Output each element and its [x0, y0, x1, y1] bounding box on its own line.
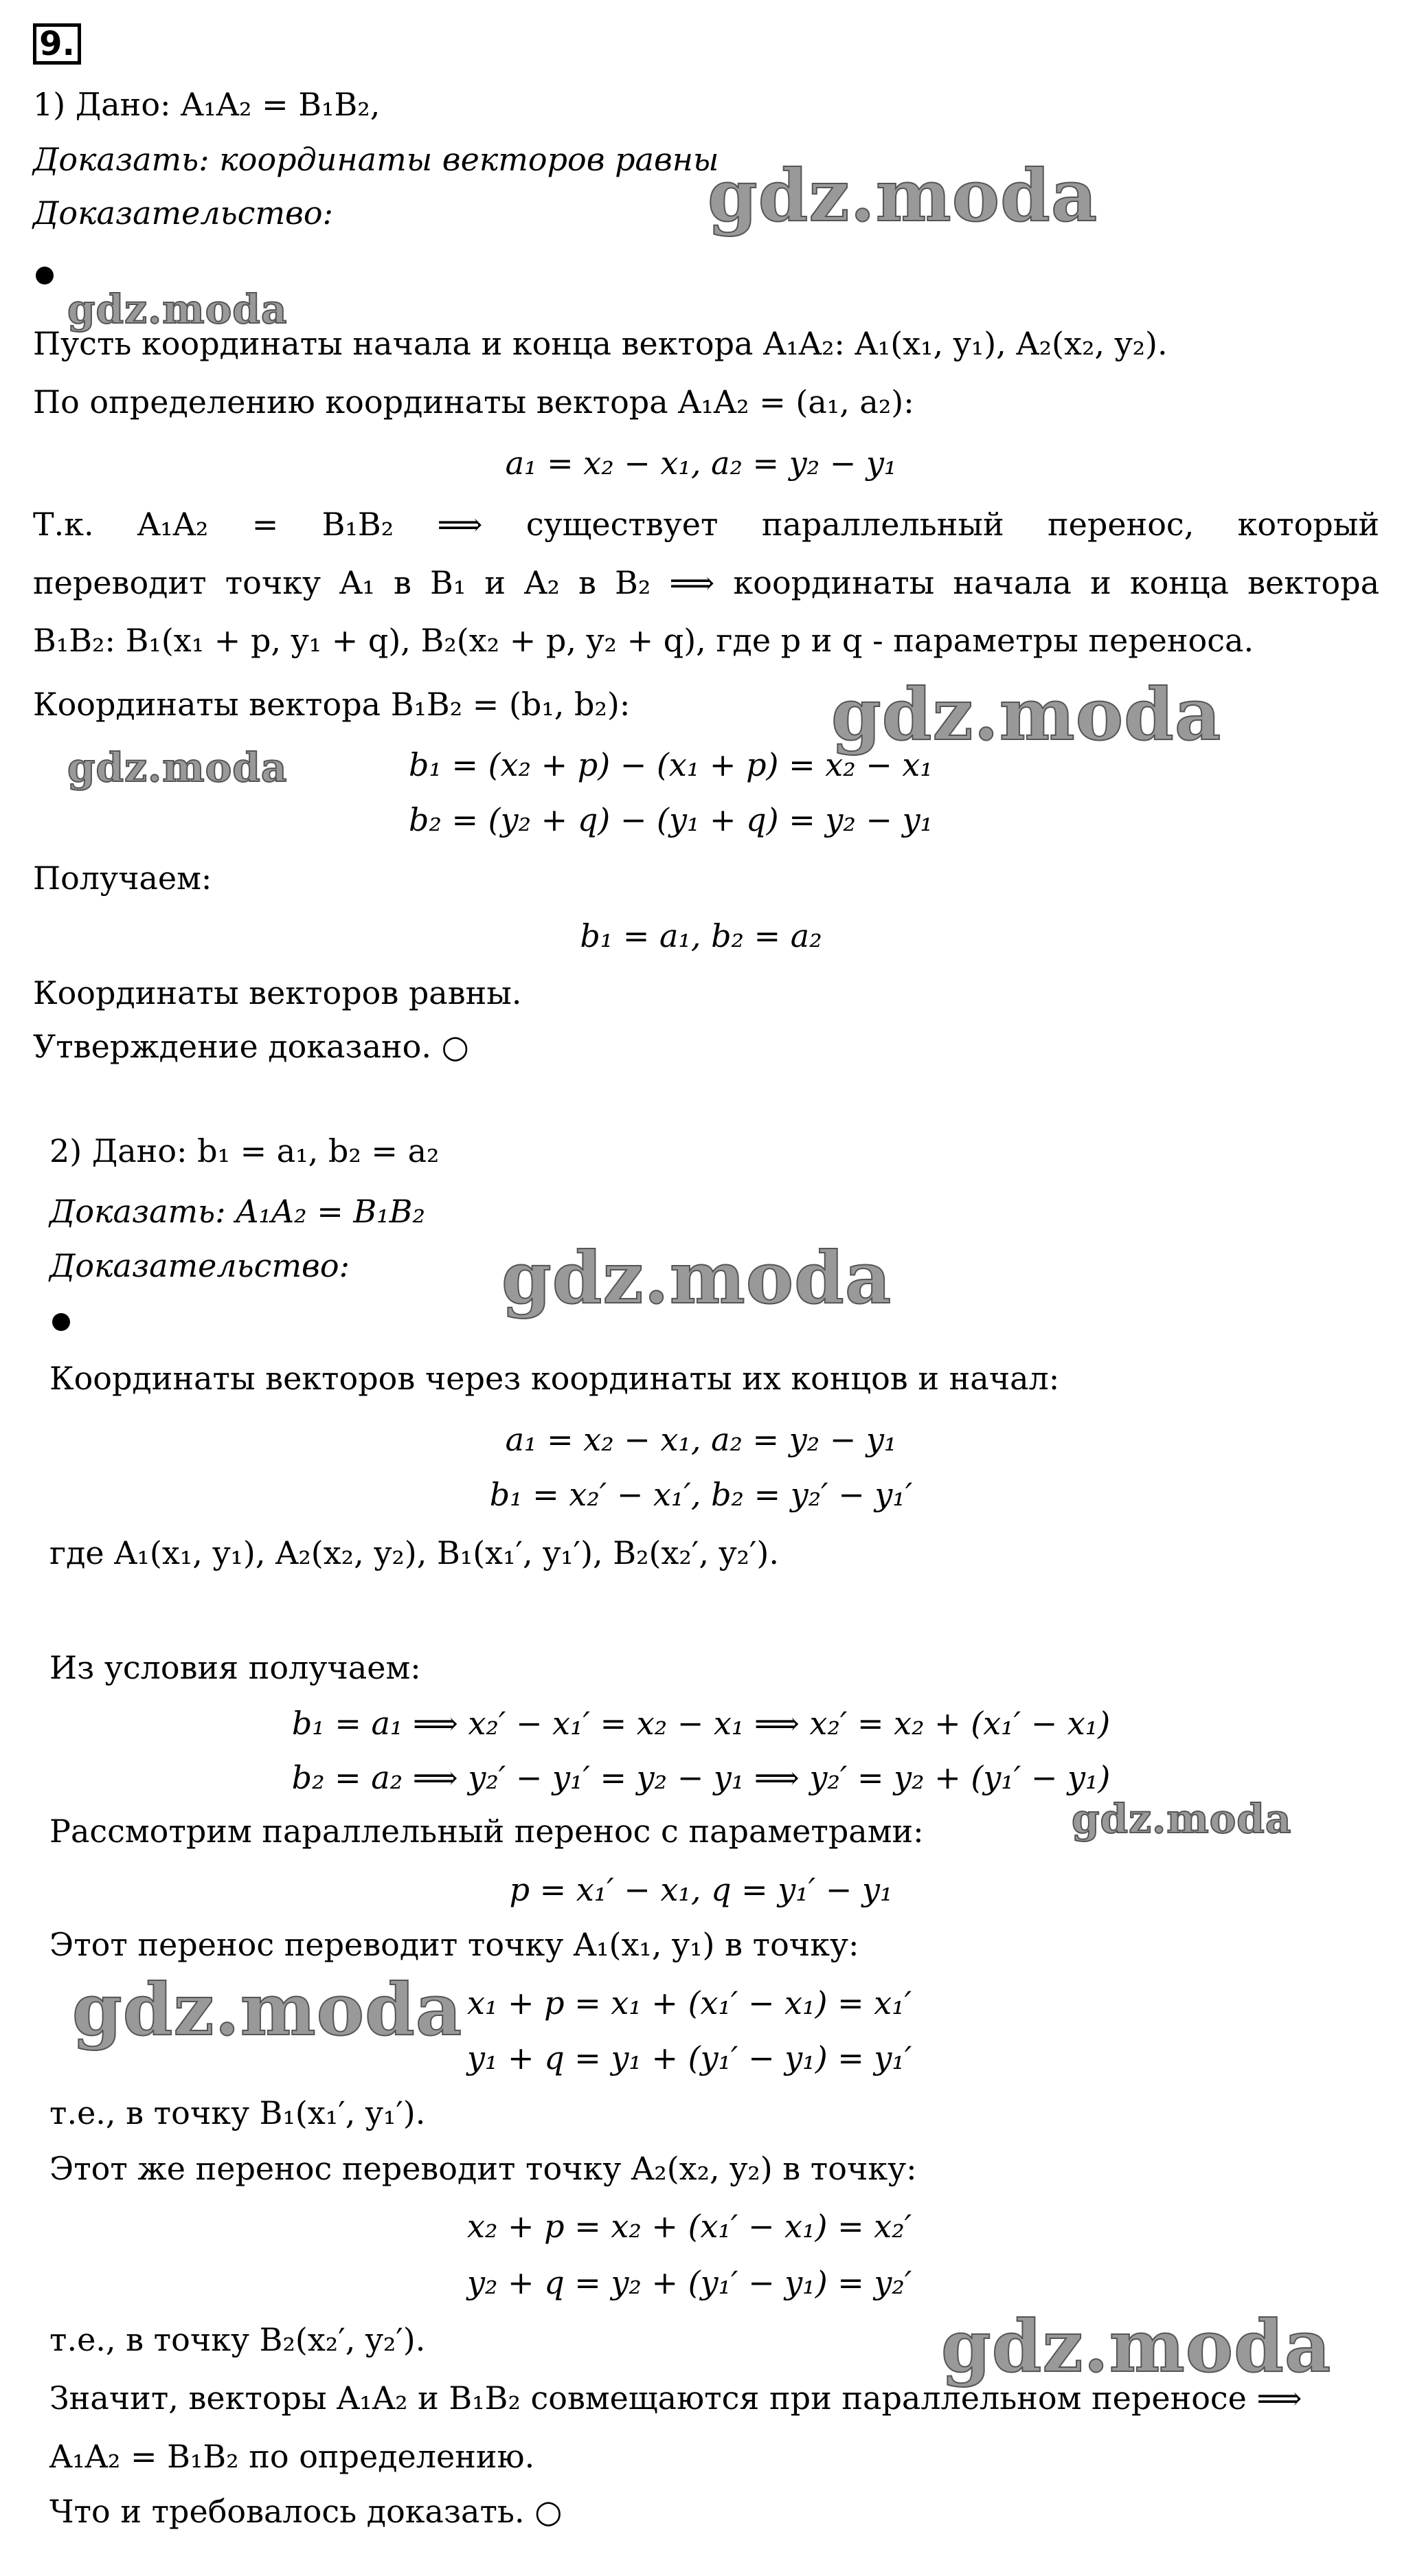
part2-proof-label: Доказательство: — [49, 1247, 350, 1284]
part2-line5: Этот перенос переводит точку A₁(x₁, y₁) в точку: — [49, 1926, 859, 1963]
part2-line6: т.е., в точку B₁(x₁′, y₁′). — [49, 2094, 426, 2131]
part2-eq3: b₁ = a₁ ⟹ x₂′ − x₁′ = x₂ − x₁ ⟹ x₂′ = x₂ + (x₁′ − x₁) — [291, 1705, 1111, 1742]
watermark: gdz.moda — [67, 286, 288, 333]
part1-line9: Утверждение доказано. ○ — [33, 1028, 469, 1065]
part1-eq3: b₂ = (y₂ + q) − (y₁ + q) = y₂ − y₁ — [409, 801, 933, 838]
watermark: gdz.moda — [941, 2304, 1332, 2388]
part2-line8: т.е., в точку B₂(x₂′, y₂′). — [49, 2321, 426, 2358]
bullet-marker — [52, 1313, 70, 1331]
part1-eq4: b₁ = a₁, b₂ = a₂ — [580, 917, 822, 954]
part2-eq7: y₁ + q = y₁ + (y₁′ − y₁) = y₁′ — [467, 2039, 912, 2076]
part1-line1: Пусть координаты начала и конца вектора A₁A₂: A₁(x₁, y₁), A₂(x₂, y₂). — [33, 325, 1168, 362]
problem-number: 9. — [33, 23, 81, 65]
part2-eq9: y₂ + q = y₂ + (y₁′ − y₁) = y₂′ — [467, 2264, 912, 2301]
part2-line2: где A₁(x₁, y₁), A₂(x₂, y₂), B₁(x₁′, y₁′), B₂(x₂′, y₂′). — [49, 1534, 779, 1571]
watermark: gdz.moda — [67, 744, 288, 791]
part2-eq1: a₁ = x₂ − x₁, a₂ = y₂ − y₁ — [505, 1421, 897, 1458]
part1-line7: Получаем: — [33, 860, 212, 897]
watermark: gdz.moda — [501, 1235, 892, 1320]
watermark: gdz.moda — [72, 1967, 463, 2052]
part2-line1: Координаты векторов через координаты их концов и начал: — [49, 1360, 1060, 1397]
part1-proof-label: Доказательство: — [33, 194, 334, 232]
part2-eq2: b₁ = x₂′ − x₁′, b₂ = y₂′ − y₁′ — [489, 1476, 913, 1513]
part1-line3: Т.к. A₁A₂ = B₁B₂ ⟹ существует параллельный перенос, который — [33, 506, 1379, 543]
part1-line6: Координаты вектора B₁B₂ = (b₁, b₂): — [33, 686, 631, 723]
part2-line4: Рассмотрим параллельный перенос с параметрами: — [49, 1813, 924, 1850]
bullet-marker — [36, 267, 54, 284]
part1-line4: переводит точку A₁ в B₁ и A₂ в B₂ ⟹ координаты начала и конца вектора — [33, 564, 1379, 601]
part2-prove: Доказать: A₁A₂ = B₁B₂ — [49, 1193, 425, 1230]
part1-line2: По определению координаты вектора A₁A₂ = (a₁, a₂): — [33, 383, 914, 421]
part1-eq1: a₁ = x₂ − x₁, a₂ = y₂ − y₁ — [505, 445, 897, 482]
part2-eq6: x₁ + p = x₁ + (x₁′ − x₁) = x₁′ — [467, 1984, 912, 2021]
part2-eq5: p = x₁′ − x₁, q = y₁′ − y₁ — [509, 1871, 893, 1908]
part2-eq8: x₂ + p = x₂ + (x₁′ − x₁) = x₂′ — [467, 2208, 912, 2245]
part1-given: 1) Дано: A₁A₂ = B₁B₂, — [33, 86, 381, 123]
part2-line7: Этот же перенос переводит точку A₂(x₂, y₂) в точку: — [49, 2150, 917, 2187]
part1-line8: Координаты векторов равны. — [33, 974, 522, 1011]
watermark: gdz.moda — [708, 153, 1098, 238]
part2-line10: A₁A₂ = B₁B₂ по определению. — [49, 2438, 535, 2475]
part2-eq4: b₂ = a₂ ⟹ y₂′ − y₁′ = y₂ − y₁ ⟹ y₂′ = y₂ + (y₁′ − y₁) — [291, 1759, 1111, 1796]
part1-eq2: b₁ = (x₂ + p) − (x₁ + p) = x₂ − x₁ — [409, 746, 933, 783]
watermark: gdz.moda — [1072, 1795, 1292, 1842]
part2-line9: Значит, векторы A₁A₂ и B₁B₂ совмещаются при параллельном переносе ⟹ — [49, 2379, 1302, 2417]
part1-prove: Доказать: координаты векторов равны — [33, 141, 719, 178]
part2-line3: Из условия получаем: — [49, 1649, 421, 1686]
watermark: gdz.moda — [831, 672, 1222, 757]
part2-line11: Что и требовалось доказать. ○ — [49, 2493, 563, 2530]
part2-given: 2) Дано: b₁ = a₁, b₂ = a₂ — [49, 1132, 440, 1169]
part1-line5: B₁B₂: B₁(x₁ + p, y₁ + q), B₂(x₂ + p, y₂ + q), где p и q - параметры переноса. — [33, 622, 1254, 659]
